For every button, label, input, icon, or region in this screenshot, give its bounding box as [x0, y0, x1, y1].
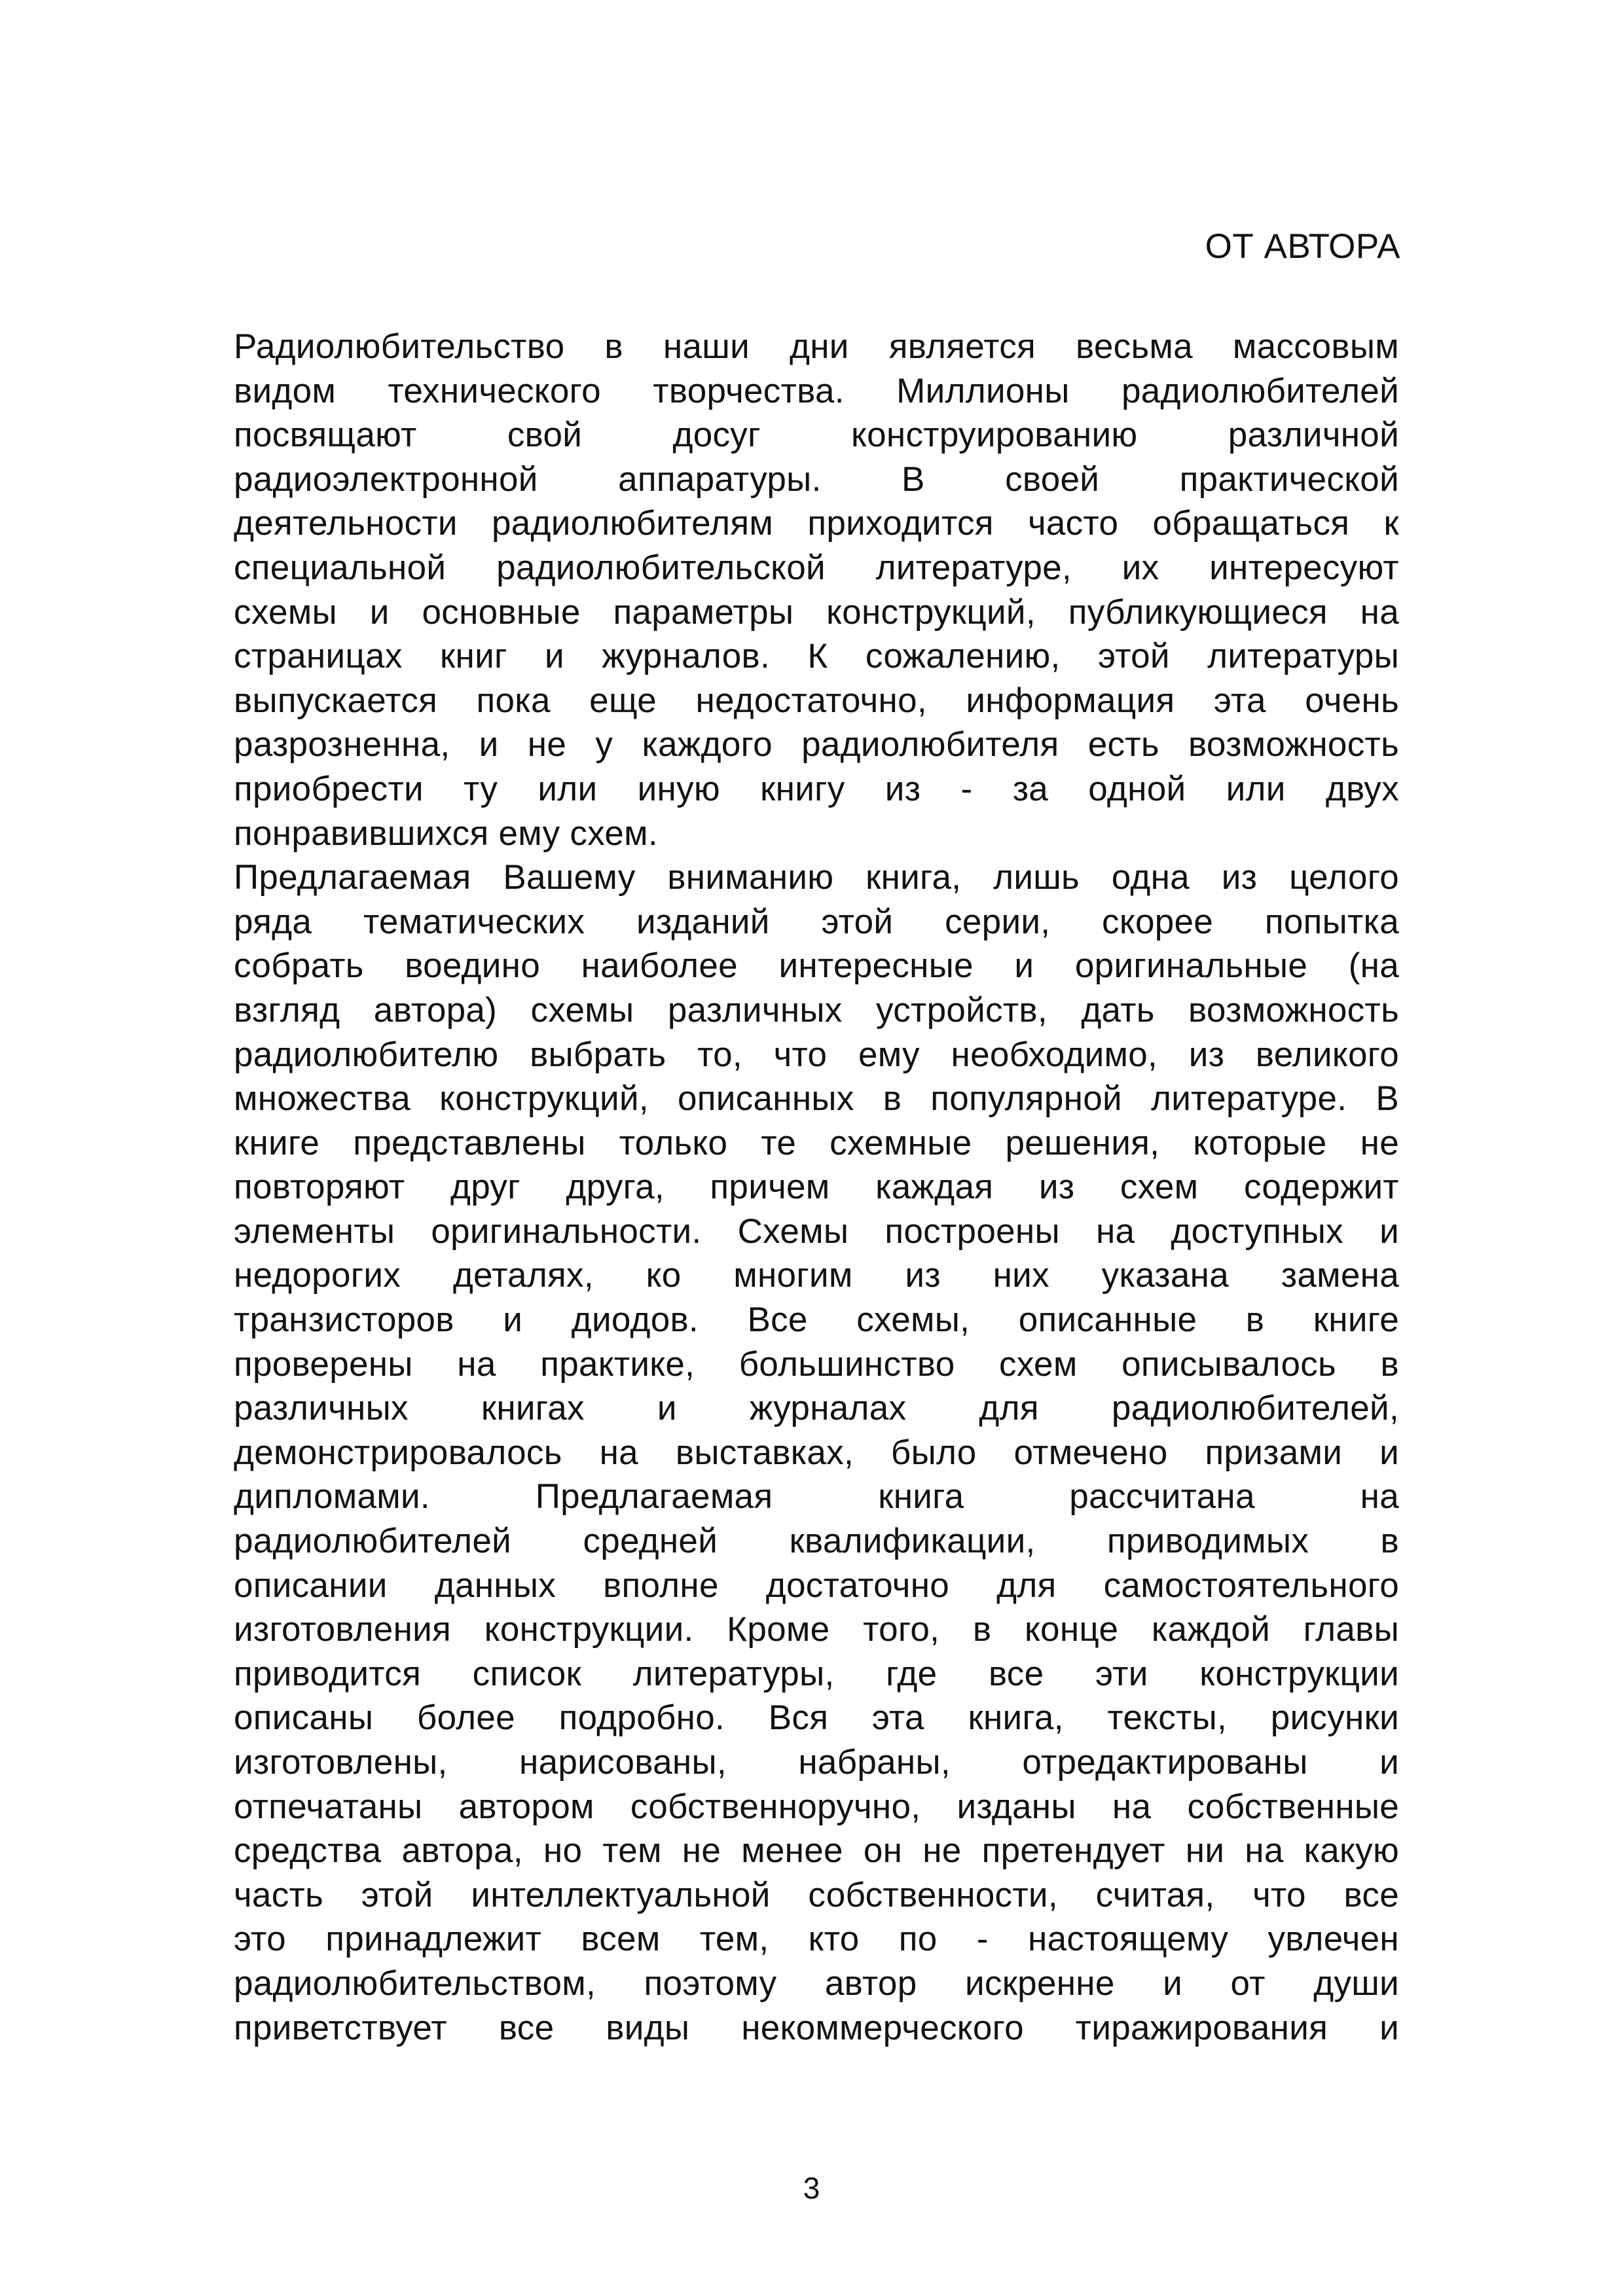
text-line: множества конструкций, описанных в популярной литературе. В [234, 1079, 1399, 1119]
text-line: отпечатаны автором собственноручно, изданы на собственные [234, 1787, 1399, 1826]
text-line: деятельности радиолюбителям приходится часто обращаться к [234, 504, 1399, 543]
text-line: ряда тематических изданий этой серии, скорее попытка [234, 902, 1399, 941]
text-line: описаны более подробно. Вся эта книга, тексты, рисунки [234, 1698, 1399, 1738]
text-line: изготовлены, нарисованы, набраны, отредактированы и [234, 1743, 1399, 1782]
text-line: средства автора, но тем не менее он не претендует ни на какую [234, 1831, 1399, 1871]
text-line: разрозненна, и не у каждого радиолюбителя есть возможность [234, 725, 1399, 764]
text-line: приобрести ту или иную книгу из - за одной или двух [234, 769, 1399, 808]
text-line: радиолюбителей средней квалификации, приводимых в [234, 1522, 1399, 1561]
body-text [234, 325, 1399, 2050]
text-line: Предлагаемая Вашему вниманию книга, лишь одна из целого [234, 858, 1399, 897]
text-line: приветствует все виды некоммерческого тиражирования и [234, 2008, 1399, 2047]
text-line: взгляд автора) схемы различных устройств, дать возможность [234, 990, 1399, 1030]
text-line: понравившихся ему схем. [234, 814, 658, 853]
text-line: собрать воедино наиболее интересные и оригинальные (на [234, 946, 1399, 986]
text-line: повторяют друг друга, причем каждая из схем содержит [234, 1168, 1399, 1207]
text-line: радиолюбителю выбрать то, что ему необходимо, из великого [234, 1035, 1399, 1074]
text-line: книге представлены только те схемные решения, которые не [234, 1123, 1399, 1162]
paragraph [234, 325, 1399, 855]
text-line: Радиолюбительство в наши дни является весьма массовым [234, 327, 1399, 366]
text-line: изготовления конструкции. Кроме того, в конце каждой главы [234, 1610, 1399, 1649]
text-line: специальной радиолюбительской литературе, их интересуют [234, 548, 1399, 587]
text-line: радиоэлектронной аппаратуры. В своей практической [234, 459, 1399, 499]
paragraph [234, 855, 1399, 2050]
text-line: страницах книг и журналов. К сожалению, этой литературы [234, 637, 1399, 676]
text-line: видом технического творчества. Миллионы радиолюбителей [234, 371, 1399, 410]
text-line: демонстрировалось на выставках, было отмечено призами и [234, 1433, 1399, 1472]
text-line: часть этой интеллектуальной собственности, считая, что все [234, 1875, 1399, 1914]
text-line: это принадлежит всем тем, кто по - настоящему увлечен [234, 1920, 1399, 1959]
text-line: посвящают свой досуг конструированию различной [234, 416, 1399, 455]
text-line: выпускается пока еще недостаточно, информация эта очень [234, 681, 1399, 720]
text-line: описании данных вполне достаточно для самостоятельного [234, 1566, 1399, 1605]
text-line: транзисторов и диодов. Все схемы, описанные в книге [234, 1300, 1399, 1340]
text-line: различных книгах и журналах для радиолюбителей, [234, 1389, 1399, 1428]
text-line: дипломами. Предлагаемая книга рассчитана на [234, 1477, 1399, 1516]
page-number: 3 [803, 2171, 820, 2205]
text-line: недорогих деталях, ко многим из них указана замена [234, 1256, 1399, 1295]
text-line: элементы оригинальности. Схемы построены на доступных и [234, 1211, 1399, 1251]
text-line: радиолюбительством, поэтому автор искренне и от души [234, 1964, 1399, 2003]
text-line: проверены на практике, большинство схем описывалось в [234, 1344, 1399, 1384]
page-title: ОТ АВТОРА [1205, 227, 1400, 266]
text-line: приводится список литературы, где все эти конструкции [234, 1654, 1399, 1693]
text-line: схемы и основные параметры конструкций, публикующиеся на [234, 592, 1399, 632]
